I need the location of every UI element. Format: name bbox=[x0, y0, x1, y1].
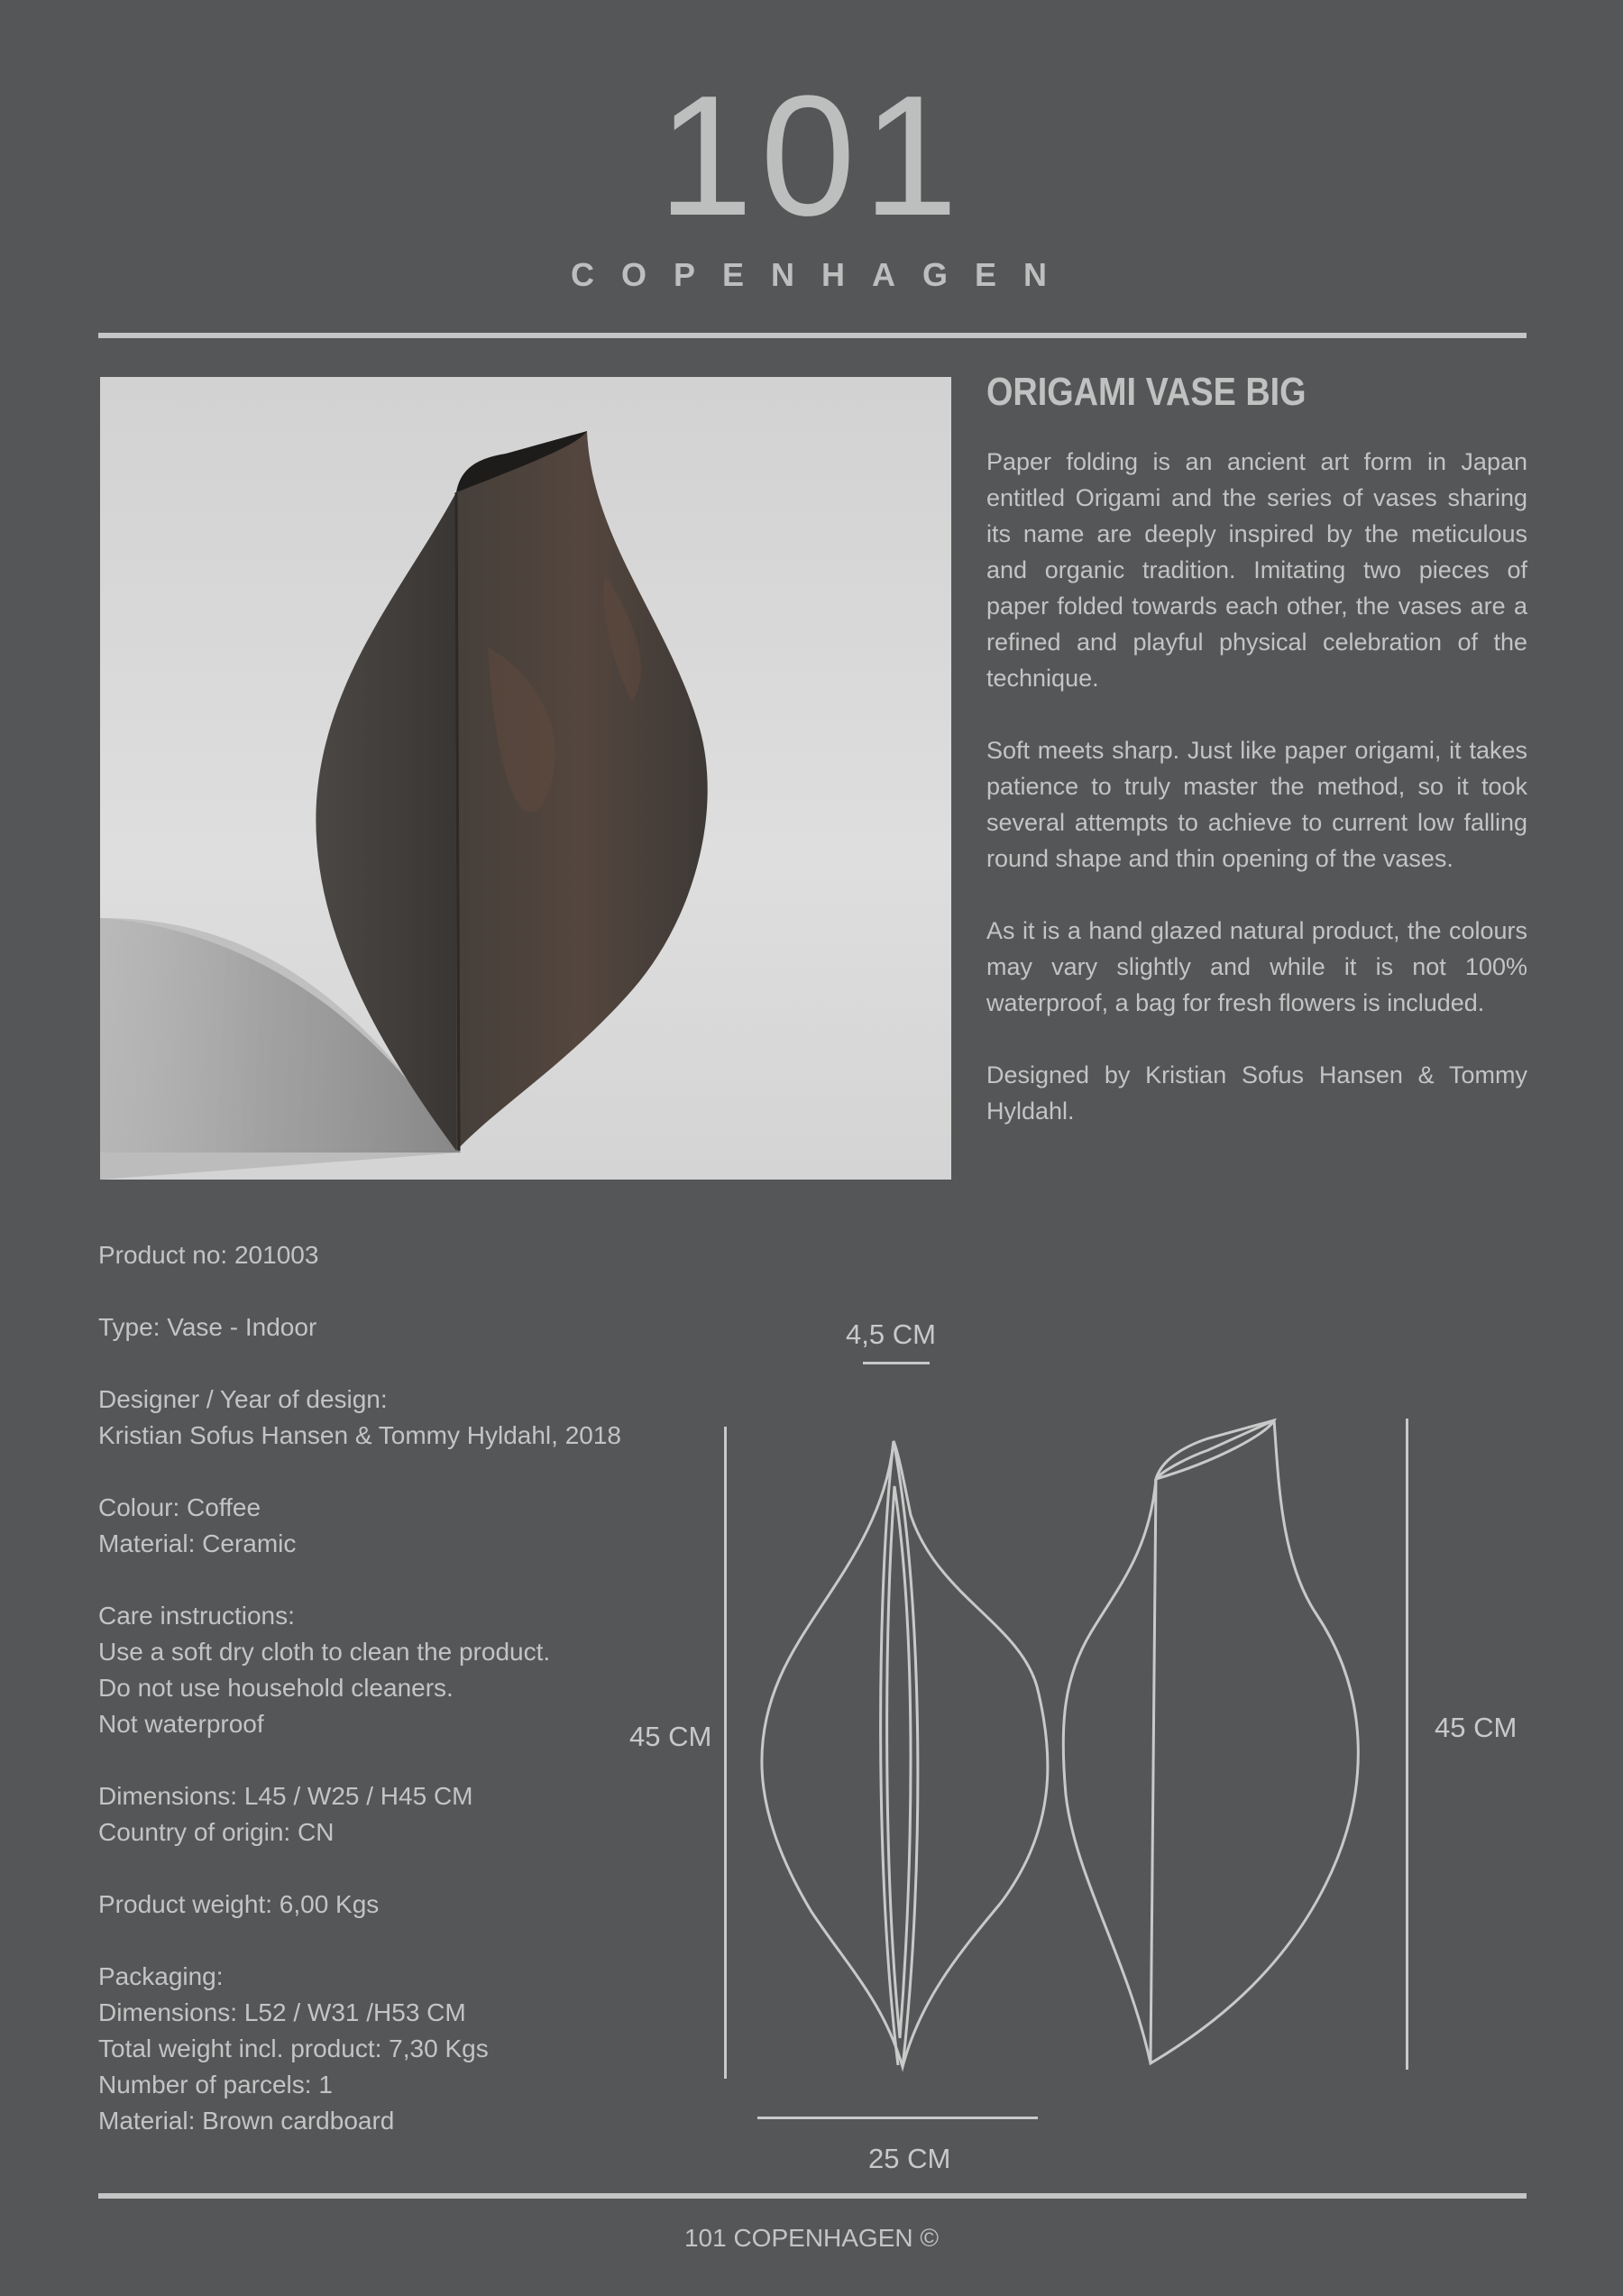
vase-side-view bbox=[1063, 1420, 1358, 2063]
spec-packaging-material: Material: Brown cardboard bbox=[98, 2107, 395, 2135]
spec-group-type bbox=[98, 1309, 657, 1345]
spec-designer-label: Designer / Year of design: bbox=[98, 1385, 388, 1413]
spec-type: Type: Vase - Indoor bbox=[98, 1313, 317, 1341]
spec-product-no: Product no: 201003 bbox=[98, 1241, 319, 1269]
footer-copyright: 101 COPENHAGEN © bbox=[683, 2224, 940, 2252]
spec-packaging-dimensions: Dimensions: L52 / W31 /H53 CM bbox=[98, 1998, 466, 2026]
spec-care-line: Do not use household cleaners. bbox=[98, 1674, 454, 1702]
dimension-right-height: 45 CM bbox=[1435, 1712, 1518, 1743]
brand-logo-number: 101 bbox=[657, 60, 966, 252]
product-specs bbox=[98, 1237, 657, 2175]
dimension-line-bottom bbox=[757, 2117, 1038, 2119]
vase-photo-illustration bbox=[100, 377, 951, 1180]
product-title: ORIGAMI VASE BIG bbox=[986, 370, 1307, 414]
spec-designer-value: Kristian Sofus Hansen & Tommy Hyldahl, 2018 bbox=[98, 1421, 621, 1449]
spec-care-label: Care instructions: bbox=[98, 1602, 295, 1630]
spec-origin: Country of origin: CN bbox=[98, 1818, 335, 1846]
spec-packaging-weight: Total weight incl. product: 7,30 Kgs bbox=[98, 2034, 489, 2062]
dimension-left-height: 45 CM bbox=[629, 1721, 712, 1752]
description-paragraph: Soft meets sharp. Just like paper origami, it takes patience to truly master the method, so it took several attempts to achieve to current low falling round shape and thin opening of the vases. bbox=[986, 737, 1527, 872]
spec-group-weight bbox=[98, 1887, 657, 1923]
spec-care-line: Not waterproof bbox=[98, 1710, 264, 1738]
vase-front-view bbox=[762, 1441, 1048, 2067]
spec-group-product-no bbox=[98, 1237, 657, 1273]
description-paragraph: Paper folding is an ancient art form in Japan entitled Origami and the series of vases sharing its name are deeply inspired by the meticulous and organic tradition. Imitating two pieces of paper folded towards each other, the vases are a refined and playful physical celebration of the technique. bbox=[986, 448, 1527, 692]
vase-line-drawing bbox=[739, 1407, 1416, 2092]
spec-parcels: Number of parcels: 1 bbox=[98, 2071, 333, 2099]
description-paragraph: As it is a hand glazed natural product, the colours may vary slightly and while it is not 100% waterproof, a bag for fresh flowers is included. bbox=[986, 917, 1527, 1016]
spec-group-packaging bbox=[98, 1959, 657, 2139]
bottom-divider bbox=[98, 2193, 1527, 2199]
spec-weight: Product weight: 6,00 Kgs bbox=[98, 1890, 380, 1918]
product-description bbox=[986, 444, 1527, 1165]
dimension-bottom-width: 25 CM bbox=[868, 2143, 951, 2174]
description-paragraph: Designed by Kristian Sofus Hansen & Tommy Hyldahl. bbox=[986, 1061, 1527, 1125]
dimension-line-top bbox=[863, 1362, 930, 1364]
spec-dimensions: Dimensions: L45 / W25 / H45 CM bbox=[98, 1782, 473, 1810]
spec-group-material bbox=[98, 1490, 657, 1562]
spec-group-care bbox=[98, 1598, 657, 1742]
product-photo bbox=[100, 377, 951, 1180]
spec-group-dimensions bbox=[98, 1778, 657, 1851]
spec-packaging-label: Packaging: bbox=[98, 1962, 224, 1990]
brand-logo-name: COPENHAGEN bbox=[570, 256, 1075, 293]
spec-material: Material: Ceramic bbox=[98, 1529, 297, 1557]
top-divider bbox=[98, 333, 1527, 338]
dimension-top-width: 4,5 CM bbox=[846, 1318, 936, 1350]
spec-colour: Colour: Coffee bbox=[98, 1493, 261, 1521]
dimension-line-left bbox=[724, 1427, 727, 2079]
spec-care-line: Use a soft dry cloth to clean the product. bbox=[98, 1638, 551, 1666]
spec-group-designer bbox=[98, 1382, 657, 1454]
